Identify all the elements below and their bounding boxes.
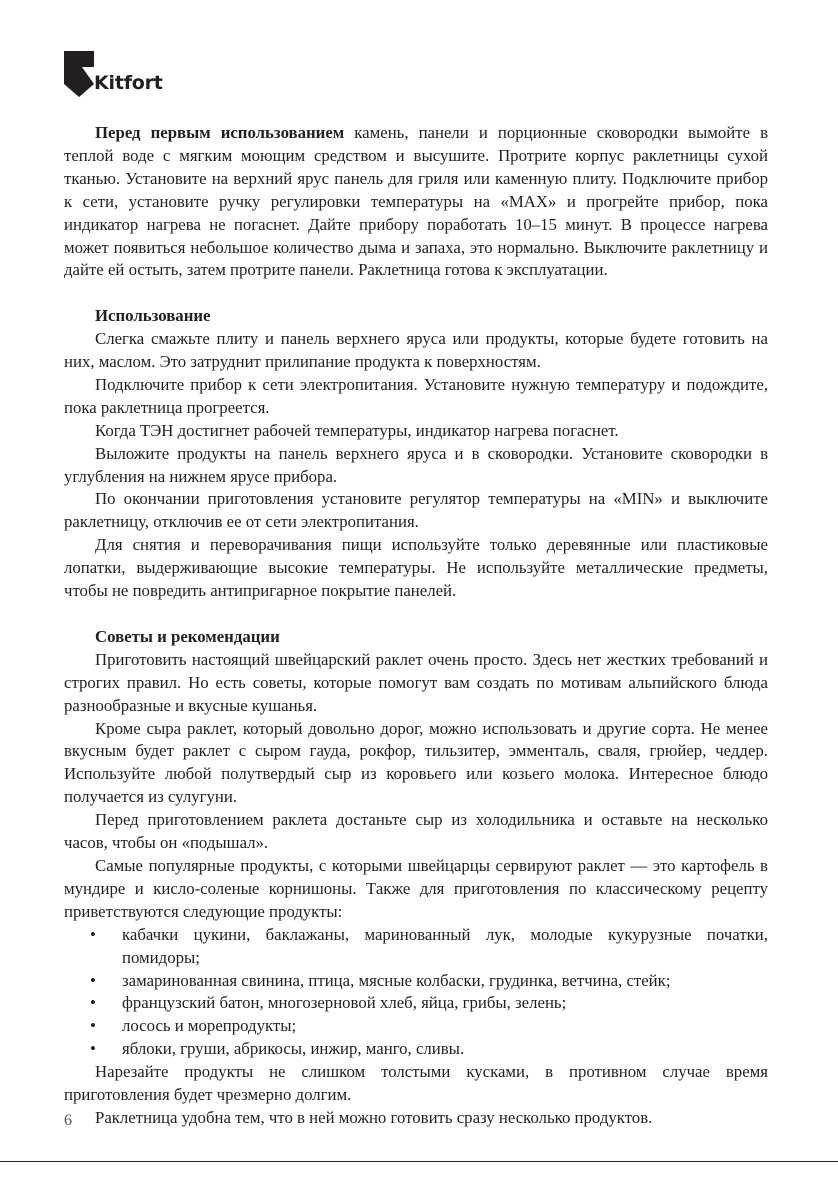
products-list — [64, 924, 768, 1061]
kitfort-logo-icon — [64, 51, 94, 97]
usage-paragraph: Для снятия и переворачивания пищи используйте только деревянные или пластиковые лопатки, выдерживающие высокие температуры. Не используйте металлические предметы, чтобы не повредить антипригарное покрытие панелей. — [64, 535, 768, 601]
first-use-text: камень, панели и порционные сковородки вымойте в теплой воде с мягким моющим средством и высушите. Протрите корпус раклетницы сухой тканью. Установите на верхний ярус панель для гриля или каменную плиту. Подключите прибор к сети, установите ручку регулировки температуры на «MAX» и прогрейте прибор, пока индикатор нагрева не погаснет. Дайте прибору поработать 10–15 минут. В процессе нагрева может появиться небольшое количество дыма и запаха, это нормально. Выключите раклетницу и дайте ей остыть, затем протрите панели. Раклетница готова к эксплуатации. — [64, 123, 768, 280]
tips-paragraph: Перед приготовлением раклета достаньте сыр из холодильника и оставьте на несколько часов, чтобы он «подышал». — [64, 810, 768, 853]
tips-paragraph: Кроме сыра раклет, который довольно дорог, можно использовать и другие сорта. Не менее вкусным будет раклет с сыром гауда, рокфор, тильзитер, эмменталь, сваля, грюйер, чеддер. Используйте любой полутвердый сыр из коровьего или козьего молока. Интересное блюдо получается из сулугуни. — [64, 718, 768, 807]
tips-paragraph: Нарезайте продукты не слишком толстыми кусками, в противном случае время приготовления будет чрезмерно долгим. — [64, 1062, 768, 1105]
usage-paragraph: Подключите прибор к сети электропитания. Установите нужную температуру и подождите, пока раклетница прогреется. — [64, 374, 768, 417]
list-item: • лосось и морепродукты; — [64, 1015, 768, 1038]
brand-name: Kitfort — [94, 72, 163, 94]
bullet-icon: • — [90, 1039, 96, 1059]
list-item: • яблоки, груши, абрикосы, инжир, манго, сливы. — [64, 1038, 768, 1061]
bullet-icon: • — [90, 993, 96, 1013]
usage-paragraph: Слегка смажьте плиту и панель верхнего яруса или продукты, которые будете готовить на них, маслом. Это затруднит прилипание продукта к поверхностям. — [64, 329, 768, 372]
first-use-lead: Перед первым использованием — [95, 123, 345, 142]
usage-paragraph: Выложите продукты на панель верхнего яруса и в сковородки. Установите сковородки в углубления на нижнем ярусе прибора. — [64, 443, 768, 486]
bullet-icon: • — [90, 970, 96, 990]
page-number: 6 — [64, 1112, 72, 1129]
bullet-icon: • — [90, 1016, 96, 1036]
page-bottom-rule — [0, 1161, 838, 1162]
list-item: • кабачки цукини, баклажаны, маринованный лук, молодые кукурузные початки, помидоры; — [90, 924, 768, 967]
tips-paragraph: Приготовить настоящий швейцарский раклет очень просто. Здесь нет жестких требований и строгих правил. Но есть советы, которые помогут вам создать по мотивам альпийского блюда разнообразные и вкусные кушанья. — [64, 649, 768, 715]
list-item: • замаринованная свинина, птица, мясные колбаски, грудинка, ветчина, стейк; — [64, 970, 768, 993]
bullet-icon: • — [90, 924, 96, 944]
brand-logo — [64, 51, 163, 97]
usage-paragraph: По окончании приготовления установите регулятор температуры на «MIN» и выключите раклетницу, отключив ее от сети электропитания. — [64, 489, 768, 532]
manual-text — [64, 122, 768, 1130]
tips-paragraph: Самые популярные продукты, с которыми швейцарцы сервируют раклет — это картофель в мундире и кисло-соленые корнишоны. Также для приготовления по классическому рецепту приветствуются следующие продукты: — [64, 855, 768, 921]
tips-heading: Советы и рекомендации — [95, 626, 280, 646]
usage-heading: Использование — [95, 306, 211, 326]
tips-paragraph: Раклетница удобна тем, что в ней можно готовить сразу несколько продуктов. — [95, 1107, 653, 1127]
list-item: • французский батон, многозерновой хлеб, яйца, грибы, зелень; — [64, 992, 768, 1015]
first-use-paragraph — [64, 122, 768, 282]
usage-paragraph: Когда ТЭН достигнет рабочей температуры, индикатор нагрева погаснет. — [95, 420, 619, 440]
